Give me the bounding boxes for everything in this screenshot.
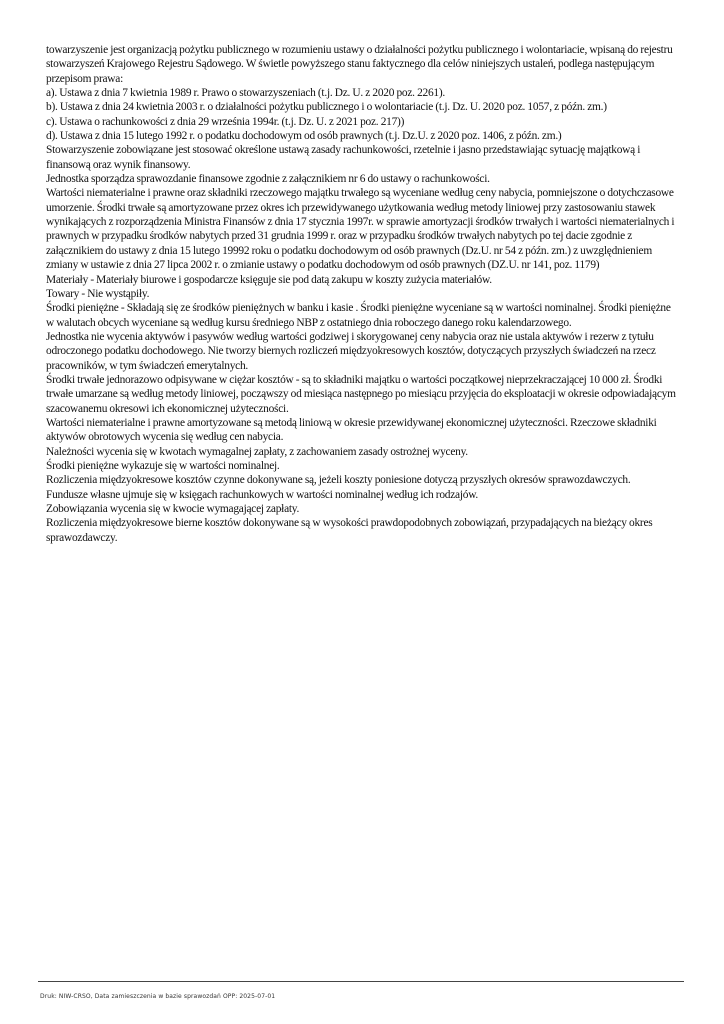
paragraph-report-format: Jednostka sporządza sprawozdanie finansowe zgodnie z załącznikiem nr 6 do ustawy o rachunkowości. xyxy=(46,173,490,186)
paragraph-fair-value: Jednostka nie wycenia aktywów i pasywów według wartości godziwej i skorygowanej ceny nabycia oraz nie ustala aktywów i rezerw z tytułu odroczonego podatku dochodowego. Nie tworzy biernych rozliczeń międzyokresowych kosztów, dotyczących przyszłych świadczeń na rzecz pracowników, w tym świadczeń emerytalnych. xyxy=(46,330,656,372)
paragraph-goods: Towary - Nie wystąpiły. xyxy=(46,287,150,300)
paragraph-law-b: b). Ustawa z dnia 24 kwietnia 2003 r. o działalności pożytku publicznego i o wolontariacie (t.j. Dz. U. 2020 poz. 1057, z późn. zm.) xyxy=(46,101,607,114)
paragraph-intangibles: Wartości niematerialne i prawne amortyzowane są metodą liniową w okresie przewidywanej ekonomicznej użyteczności. Rzeczowe składniki aktywów obrotowych wycenia się według cen nabycia. xyxy=(46,416,657,444)
footer-divider xyxy=(38,981,684,982)
paragraph-cash: Środki pieniężne - Składają się ze środków pieniężnych w banku i kasie . Środki pieniężne wyceniane są w wartości nominalnej. Środki pieniężne w walutach obcych wyceniane są według kursu średniego NBP z ostatniego dnia roboczego danego roku kalendarzowego. xyxy=(46,302,671,329)
paragraph-materials: Materiały - Materiały biurowe i gospodarcze księguje sie pod datą zakupu w koszty zużycia materiałów. xyxy=(46,273,492,286)
paragraph-own-funds: Fundusze własne ujmuje się w księgach rachunkowych w wartości nominalnej według ich rodzajów. xyxy=(46,488,479,501)
paragraph-passive-accruals: Rozliczenia międzyokresowe bierne kosztów dokonywane są w wysokości prawdopodobnych zobowiązań, przypadających na bieżący okres sprawozdawczy. xyxy=(46,517,653,544)
paragraph-accounting-obligation: Stowarzyszenie zobowiązane jest stosować określone ustawą zasady rachunkowości, rzetelnie i jasno przedstawiając sytuację majątkową i finansową oraz wynik finansowy. xyxy=(46,144,641,171)
paragraph-law-a: a). Ustawa z dnia 7 kwietnia 1989 r. Prawo o stowarzyszeniach (t.j. Dz. U. z 2020 poz. 2261). xyxy=(46,87,445,100)
paragraph-receivables: Należności wycenia się w kwotach wymagalnej zapłaty, z zachowaniem zasady ostrożnej wyceny. xyxy=(46,445,468,458)
paragraph-law-c: c). Ustawa o rachunkowości z dnia 29 września 1994r. (t.j. Dz. U. z 2021 poz. 217)) xyxy=(46,115,405,128)
document-body xyxy=(46,43,678,545)
paragraph-intro: towarzyszenie jest organizacją pożytku publicznego w rozumieniu ustawy o działalności pożytku publicznego i wolontariacie, wpisaną do rejestru stowarzyszeń Krajowego Rejestru Sądowego. W świetle powyższego stanu faktycznego dla celów niniejszych ustaleń, podlega następującym przepisom prawa: xyxy=(46,44,673,85)
paragraph-cash-nominal: Środki pieniężne wykazuje się w wartości nominalnej. xyxy=(46,459,280,472)
paragraph-low-value-assets: Środki trwałe jednorazowo odpisywane w ciężar kosztów - są to składniki majątku o wartości początkowej nieprzekraczającej 10 000 zł. Środki trwałe umarzane są według metody liniowej, począwszy od miesiąca następnego po miesiącu przyjęcia do eksploatacji w okresie odpowiadającym szacowanemu okresowi ich ekonomicznej użyteczności. xyxy=(46,373,676,415)
paragraph-active-accruals: Rozliczenia międzyokresowe kosztów czynne dokonywane są, jeżeli koszty poniesione dotyczą przyszłych okresów sprawozdawczych. xyxy=(46,474,631,487)
paragraph-fixed-assets-valuation: Wartości niematerialne i prawne oraz składniki rzeczowego majątku trwałego są wyceniane według ceny nabycia, pomniejszone o dotychczasowe umorzenie. Środki trwałe są amortyzowane przez okres ich przewidywanego użytkowania według metody liniowej przy zastosowaniu stawek wynikających z rozporządzenia Ministra Finansów z dnia 17 stycznia 1997r. w sprawie amortyzacji środków trwałych i wartości niematerialnych i prawnych w przypadku środków nabytych przed 31 grudnia 1999 r. oraz w przypadku środków trwałych nabytych po tej dacie zgodnie z załącznikiem do ustawy z dnia 15 lutego 19992 roku o podatku dochodowym od osób prawnych (Dz.U. nr 54 z późn. zm.) z uwzględnieniem zmiany w ustawie z dnia 27 lipca 2002 r. o zmianie ustawy o podatku dochodowym od osób prawnych (DZ.U. nr 141, poz. 1179) xyxy=(46,187,675,272)
paragraph-law-d: d). Ustawa z dnia 15 lutego 1992 r. o podatku dochodowym od osób prawnych (t.j. Dz.U. z 2020 poz. 1406, z późn. zm.) xyxy=(46,130,562,143)
paragraph-liabilities: Zobowiązania wycenia się w kwocie wymagającej zapłaty. xyxy=(46,503,300,515)
footer-print-info: Druk: NIW-CRSO, Data zamieszczenia w bazie sprawozdań OPP: 2025-07-01 xyxy=(40,993,276,1000)
